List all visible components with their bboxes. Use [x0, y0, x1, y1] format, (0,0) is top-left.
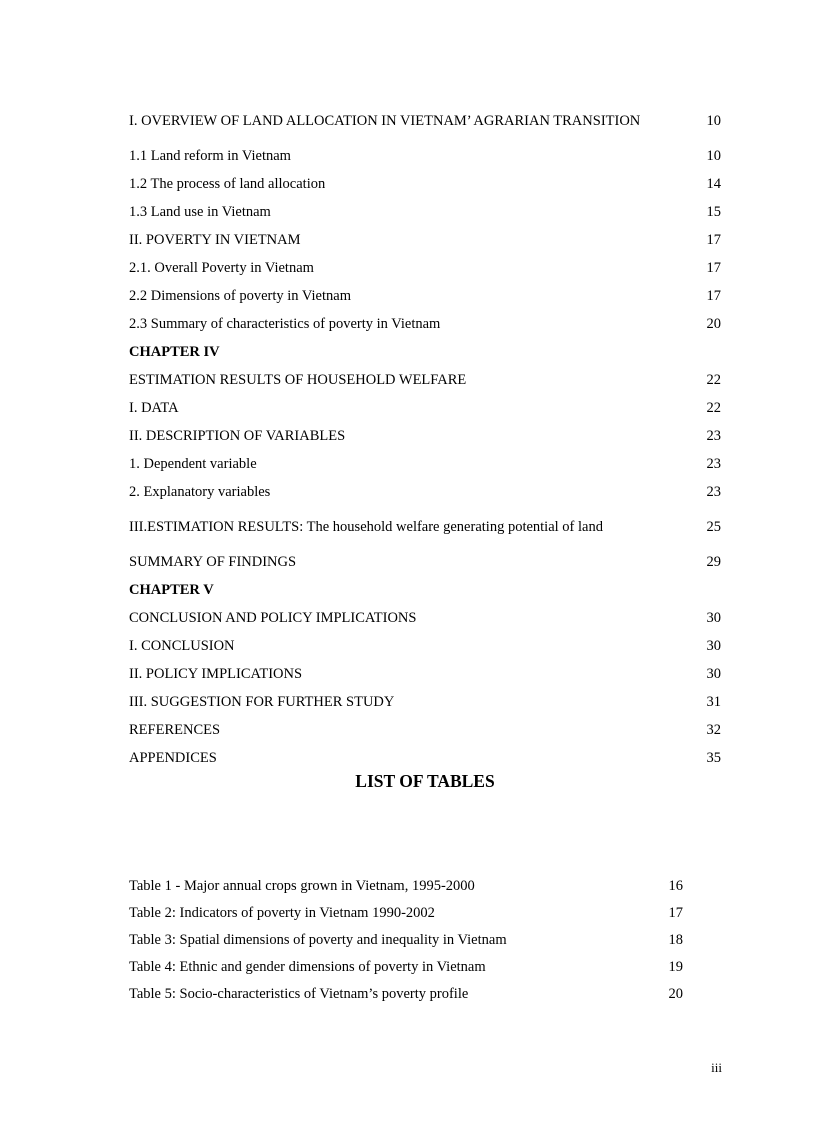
list-of-tables-title: LIST OF TABLES: [355, 771, 495, 791]
chapter-heading: [129, 576, 723, 604]
table-of-contents: [129, 100, 723, 772]
toc-entry: [129, 254, 723, 282]
entry-page-number: 35: [706, 749, 721, 766]
entry-title: 1.2 The process of land allocation: [129, 175, 326, 192]
toc-entry: [129, 142, 723, 170]
entry-title: REFERENCES: [129, 721, 221, 738]
entry-title: SUMMARY OF FINDINGS: [129, 553, 297, 570]
toc-entry: [129, 310, 723, 338]
entry-page-number: 19: [668, 959, 683, 975]
entry-page-number: 23: [706, 455, 721, 472]
entry-title: Table 3: Spatial dimensions of poverty and inequality in Vietnam: [129, 932, 507, 948]
toc-entry: [129, 900, 685, 927]
toc-entry: [129, 170, 723, 198]
entry-title: 2. Explanatory variables: [129, 483, 271, 500]
entry-title: III. SUGGESTION FOR FURTHER STUDY: [129, 693, 395, 710]
entry-title: ESTIMATION RESULTS OF HOUSEHOLD WELFARE: [129, 371, 467, 388]
entry-page-number: 14: [706, 175, 721, 192]
entry-title: 1. Dependent variable: [129, 455, 257, 472]
entry-page-number: 18: [668, 932, 683, 948]
entry-title: CHAPTER IV: [129, 343, 220, 360]
entry-page-number: 17: [706, 287, 721, 304]
toc-entry: [129, 632, 723, 660]
entry-title: Table 2: Indicators of poverty in Vietnam 1990-2002: [129, 905, 435, 921]
entry-page-number: 10: [706, 147, 721, 164]
entry-page-number: 23: [706, 427, 721, 444]
entry-title: I. CONCLUSION: [129, 637, 235, 654]
entry-page-number: 30: [706, 609, 721, 626]
chapter-heading: [129, 338, 723, 366]
entry-page-number: 30: [706, 665, 721, 682]
entry-title: 2.3 Summary of characteristics of poverty in Vietnam: [129, 315, 441, 332]
entry-title: 2.2 Dimensions of poverty in Vietnam: [129, 287, 351, 304]
entry-page-number: 23: [706, 483, 721, 500]
entry-title: I. OVERVIEW OF LAND ALLOCATION IN VIETNAM’ AGRARIAN TRANSITION: [129, 112, 641, 129]
entry-title: II. DESCRIPTION OF VARIABLES: [129, 427, 346, 444]
toc-entry: [129, 366, 723, 394]
toc-entry: [129, 506, 723, 548]
entry-title: 2.1. Overall Poverty in Vietnam: [129, 259, 314, 276]
entry-page-number: 29: [706, 553, 721, 570]
entry-page-number: 25: [706, 518, 721, 535]
entry-page-number: 10: [706, 112, 721, 129]
entry-page-number: 20: [668, 986, 683, 1002]
toc-entry: [129, 688, 723, 716]
toc-entry: [129, 660, 723, 688]
page-number: iii: [711, 1060, 722, 1075]
entry-title: 1.3 Land use in Vietnam: [129, 203, 271, 220]
entry-title: II. POLICY IMPLICATIONS: [129, 665, 303, 682]
toc-entry: [129, 954, 685, 981]
toc-entry: [129, 198, 723, 226]
toc-entry: [129, 716, 723, 744]
entry-page-number: 22: [706, 399, 721, 416]
toc-entry: [129, 394, 723, 422]
entry-page-number: 20: [706, 315, 721, 332]
toc-entry: [129, 548, 723, 576]
entry-page-number: 32: [706, 721, 721, 738]
entry-page-number: 22: [706, 371, 721, 388]
entry-title: I. DATA: [129, 399, 179, 416]
toc-entry: [129, 744, 723, 772]
entry-title: Table 1 - Major annual crops grown in Vietnam, 1995-2000: [129, 878, 475, 894]
entry-page-number: 15: [706, 203, 721, 220]
entry-page-number: 17: [706, 259, 721, 276]
toc-entry: [129, 226, 723, 254]
entry-title: Table 5: Socio-characteristics of Vietnam’s poverty profile: [129, 986, 469, 1002]
toc-entry: [129, 927, 685, 954]
toc-entry: [129, 478, 723, 506]
toc-entry: [129, 282, 723, 310]
entry-title: Table 4: Ethnic and gender dimensions of poverty in Vietnam: [129, 959, 486, 975]
entry-page-number: 31: [706, 693, 721, 710]
entry-title: APPENDICES: [129, 749, 217, 766]
entry-title: CONCLUSION AND POLICY IMPLICATIONS: [129, 609, 417, 626]
toc-entry: [129, 873, 685, 900]
entry-title: CHAPTER V: [129, 581, 214, 598]
toc-entry: [129, 604, 723, 632]
entry-title: III.ESTIMATION RESULTS: The household welfare generating potential of land: [129, 518, 603, 535]
entry-page-number: 16: [668, 878, 683, 894]
entry-page-number: 30: [706, 637, 721, 654]
entry-page-number: 17: [706, 231, 721, 248]
toc-entry: [129, 422, 723, 450]
toc-entry: [129, 981, 685, 1008]
entry-title: II. POVERTY IN VIETNAM: [129, 231, 301, 248]
entry-title: 1.1 Land reform in Vietnam: [129, 147, 291, 164]
entry-page-number: 17: [668, 905, 683, 921]
toc-entry: [129, 450, 723, 478]
list-of-tables: [129, 873, 685, 1008]
toc-entry: [129, 100, 723, 142]
